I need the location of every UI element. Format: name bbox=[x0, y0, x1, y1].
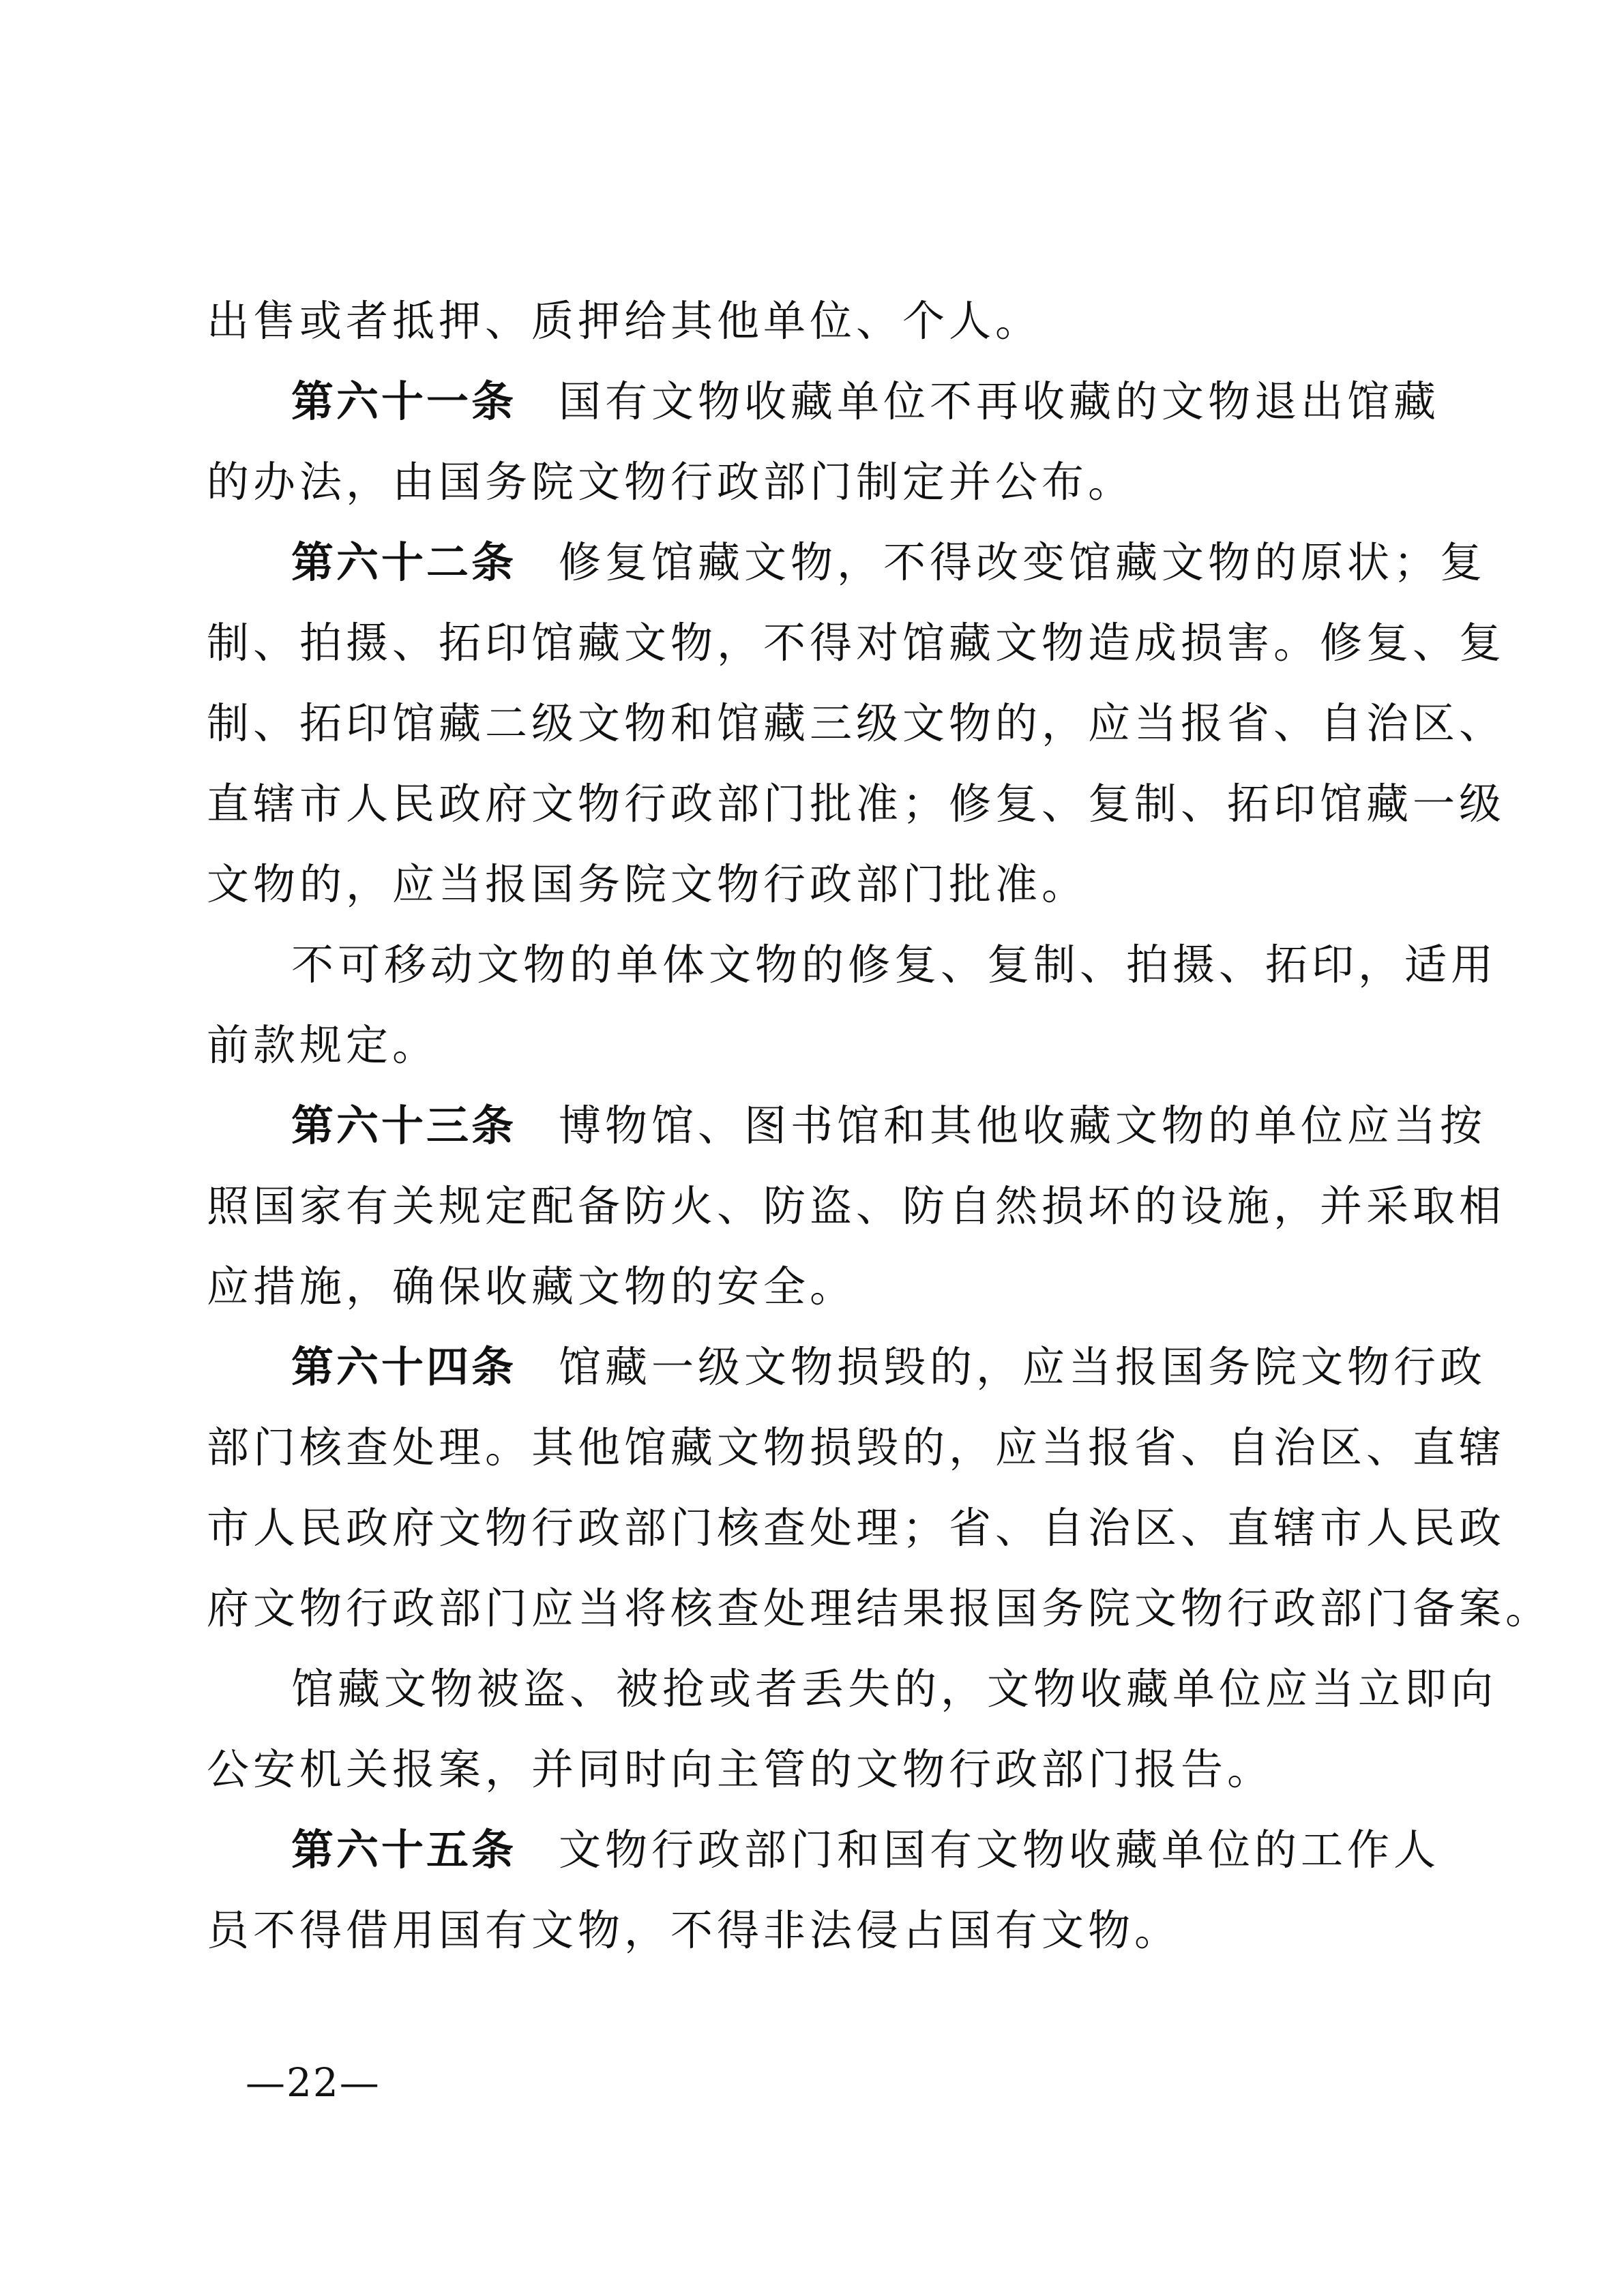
article-62-text: 修复馆藏文物，不得改变馆藏文物的原状；复 bbox=[559, 537, 1487, 587]
article-62-number: 第六十二条 bbox=[291, 537, 517, 587]
text-line: 公安机关报案，并同时向主管的文物行政部门报告。 bbox=[207, 1744, 1274, 1794]
text-line: 市人民政府文物行政部门核查处理；省、自治区、直辖市人民政 bbox=[207, 1503, 1506, 1553]
text-line: 照国家有关规定配备防火、防盗、防自然损坏的设施，并采取相 bbox=[207, 1181, 1506, 1231]
text-line: 文物的，应当报国务院文物行政部门批准。 bbox=[207, 859, 1089, 909]
article-63-line-1 bbox=[207, 1086, 1487, 1166]
article-64-text: 馆藏一级文物损毁的，应当报国务院文物行政 bbox=[559, 1342, 1487, 1392]
text-line: 部门核查处理。其他馆藏文物损毁的，应当报省、自治区、直辖 bbox=[207, 1422, 1506, 1472]
article-65-text: 文物行政部门和国有文物收藏单位的工作人 bbox=[559, 1825, 1441, 1875]
document-body bbox=[207, 281, 1552, 1971]
text-line: 制、拍摄、拓印馆藏文物，不得对馆藏文物造成损害。修复、复 bbox=[207, 618, 1506, 668]
text-line: 员不得借用国有文物，不得非法侵占国有文物。 bbox=[207, 1905, 1181, 1955]
text-line: 出售或者抵押、质押给其他单位、个人。 bbox=[207, 296, 1042, 346]
article-64-number: 第六十四条 bbox=[291, 1342, 517, 1392]
article-62-line-1 bbox=[207, 522, 1487, 603]
text-line: 制、拓印馆藏二级文物和馆藏三级文物的，应当报省、自治区、 bbox=[207, 698, 1506, 748]
article-63-text: 博物馆、图书馆和其他收藏文物的单位应当按 bbox=[559, 1101, 1487, 1150]
page-number: —22— bbox=[246, 2059, 381, 2106]
article-64-line-1 bbox=[207, 1327, 1487, 1407]
text-line: 前款规定。 bbox=[207, 1020, 439, 1070]
article-65-line-1 bbox=[207, 1810, 1441, 1890]
text-line: 不可移动文物的单体文物的修复、复制、拍摄、拓印，适用 bbox=[291, 940, 1498, 989]
text-line: 直辖市人民政府文物行政部门批准；修复、复制、拓印馆藏一级 bbox=[207, 779, 1506, 829]
text-line: 的办法，由国务院文物行政部门制定并公布。 bbox=[207, 457, 1135, 507]
text-line: 应措施，确保收藏文物的安全。 bbox=[207, 1262, 857, 1311]
text-line: 馆藏文物被盗、被抢或者丢失的，文物收藏单位应当立即向 bbox=[291, 1664, 1498, 1714]
text-line: 府文物行政部门应当将核查处理结果报国务院文物行政部门备案。 bbox=[207, 1583, 1552, 1633]
article-61-line-1 bbox=[207, 361, 1441, 442]
article-61-number: 第六十一条 bbox=[291, 376, 517, 426]
article-65-number: 第六十五条 bbox=[291, 1825, 517, 1875]
article-63-number: 第六十三条 bbox=[291, 1101, 517, 1150]
article-61-text: 国有文物收藏单位不再收藏的文物退出馆藏 bbox=[559, 376, 1441, 426]
